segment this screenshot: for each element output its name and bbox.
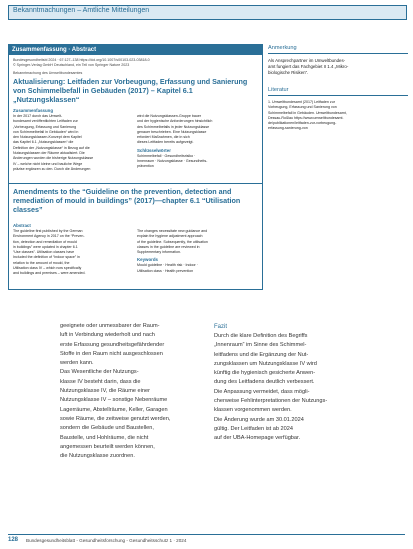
conclusion-text [214,332,354,444]
keyword-line: Schimmelbefall · Gesundheitsrisiko · [137,153,196,158]
sidebar [268,44,408,132]
reference-line: Vorbeugung, Erfassung und Sanierung von [268,105,337,110]
text-line: bundesamt veröffentlichten Leitfaden zur [13,119,78,124]
text-line: The guideline first published by the German [13,229,83,233]
journal-name: Bundesgesundheitsblatt - Gesundheitsforschung - Gesundheitsschutz 1 · 2024 [26,538,187,543]
english-abstract-text [13,229,131,277]
body-line: Durch die klare Definition des Begriffs [214,333,308,339]
text-line: „Vorbeugung, Erfassung und Sanierung [13,124,77,129]
note-line: Als Ansprechpartner im Umweltbundes- [268,58,346,63]
body-line: künftig die hygienisch gesicherte Anwen- [214,370,316,377]
body-line: Lagerräume, Abstellräume, Keller, Garagen [60,406,168,413]
body-line: klassen vorgenommen werden. [214,407,292,414]
body-line: werden kann. [60,360,94,367]
text-line: erfordert Maßnahmen, die in sich [137,135,190,140]
literature-heading: Literatur [268,87,289,93]
section-title: Bekanntmachungen – Amtliche Mitteilungen [13,7,150,14]
text-line: of the guideline. Subsequently, the utilisation [137,239,208,244]
text-line: classes in the guideline are reviewed in [137,244,200,249]
text-line: In der 2017 durch das Umwelt- [13,114,63,118]
reference-line: de/publikationen/leitfaden-zur-vorbeugung- [268,121,337,126]
abstract-box-title: Zusammenfassung · Abstract [9,45,262,55]
text-line: Environment Agency in 2017 on the “Preven- [13,234,85,239]
reference-line: Dessau-Roßlau https://www.umweltbundesamt. [268,115,344,120]
german-abstract-right [137,114,257,170]
text-line: explain the hygiene adjustment approach [137,234,203,239]
body-line: klasse IV besteht darin, dass die [60,378,141,385]
english-title: Amendments to the “Guideline on the prevention, detection and remediation of mould in buildings” (2017)—chapter 6.1 “Utilisation classes” [13,187,241,214]
text-line: Supplementary information. [137,250,181,255]
english-keywords [137,263,257,274]
body-line: Nutzungsklasse IV, die Räume einer [60,388,150,395]
box-divider [9,183,262,184]
note-line: biologische Risiken“. [268,70,309,75]
body-column-left [60,322,200,461]
body-line: sowie Räume, die zeitweise genutzt werden, [60,415,171,422]
text-line: Included the definition of “Indoor space” in [13,255,80,260]
text-line: und der hygienische Anforderungen hinsichtlich [137,119,213,124]
text-line: des Schimmelbefalls in jeder Nutzungsklasse [137,124,210,129]
german-abstract-left [13,108,131,172]
meta-line: Bekanntmachung des Umweltbundesamtes [13,70,83,75]
body-line: cherweise Fehlinterpretationen der Nutzungs- [214,398,328,405]
text-line: The changes necessitate new guidance and [137,229,208,233]
german-keywords-heading: Schlüsselwörter [137,147,171,153]
text-line: dieses Leitfaden bereits aufgezeigt. [137,140,194,145]
text-line: Änderungen wurden die bisherige Nutzungsklasse [13,156,94,161]
text-line: and buildings and premises – were amended. [13,271,86,276]
abstract-box [8,44,263,290]
text-line: “Use classes”. Utilisation classes have [13,250,75,255]
text-line: wird die Nutzungsklassen-Gruppe bauer [137,114,202,118]
body-line: Baustelle, und Hohlräume, die nicht [60,434,149,441]
german-title: Aktualisierung: Leitfaden zur Vorbeugung, Erfassung und Sanierung von Schimmelbefall in Gebäuden (2017) – Kapitel 6.1 „Nutzungsklassen“ [13,77,248,104]
section-header [8,5,407,20]
english-abstract-heading: Abstract [13,223,31,228]
body-line: dung des Leitfadens deutlich verbessert. [214,379,315,386]
reference-line: erfassung-sanierung-von [268,126,308,131]
text-line: in buildings” were updated in chapter 6.1 [13,244,78,249]
reference-line: 1. Umweltbundesamt (2017) Leitfaden zur [268,100,335,104]
body-line: geeignete oder unmessbarer der Raum- [60,323,160,329]
body-line: leitfadens und die Ergänzung der Nut- [214,351,309,358]
body-line: Die Anpassung vermeidet, dass mögli- [214,388,310,395]
keyword-line: Innenraum · Nutzungsklasse · Gesundheits- [137,159,208,164]
body-line: Das Wesentliche der Nutzungs- [60,369,139,376]
german-keywords [137,154,257,170]
body-line: gültig. Der Leitfaden ist ab 2024 [214,425,293,432]
footer [8,534,405,546]
text-line: präzise ergänzen zu den. Durch die Änderungen [13,166,91,171]
body-line: zungsklassen um Nutzungsklasse IV wird [214,360,317,367]
body-column-right [214,322,354,444]
text-line: IV – welche nicht kleine und bauliche Wege [13,161,83,166]
meta-line: Bundesgesundheitsbl 2024 · 67:127–138 https://doi.org/10.1007/s00103-023-03818-0 [13,58,150,62]
article-meta [13,58,258,76]
reference-line: Schimmelbefall in Gebäuden. Umweltbundesamt, [268,110,347,115]
body-line: auf der UBA-Homepage verfügbar. [214,435,301,442]
body-line: Stoffe in den Raum nicht ausgeschlossen [60,350,163,357]
note-line: amt fungiert das Fachgebiet II 1.4 „Mikro- [268,64,349,69]
text-line: das Kapitel 6.1 „Nutzungsklassen“ die [13,140,74,145]
text-line: von Schimmelbefall in Gebäuden“ wird in [13,129,79,134]
keyword-line: Mould guideline · Health risk · Indoor · [137,263,198,268]
meta-line: © Springer-Verlag GmbH Deutschland, ein Teil von Springer Nature 2023 [13,63,130,68]
note-rule [268,53,408,54]
keyword-line: Utilisation class · Health prevention [137,268,194,273]
body-line: luft in Verbindung wiederholt und nach [60,332,155,339]
text-line: den Nutzungsklassen-Konzept dem Kapitel [13,135,82,140]
body-line: Nutzungsklasse IV – sonstige Nebenräume [60,397,168,404]
literature-list [268,100,408,132]
note-text [268,58,408,76]
text-line: tion, detection and remediation of mould [13,239,77,244]
body-line: Die Änderung wurde am 30.01.2024 [214,416,304,423]
english-abstract-right [137,229,257,274]
english-abstract-text-cont [137,229,257,255]
english-keywords-heading: Keywords [137,257,158,263]
page-number: 128 [8,537,19,543]
body-line: erste Erfassung gesundheitsgefährdender [60,341,165,348]
body-line: angemessen beurteilt werden können, [60,443,155,450]
body-line: sondern die Gebäude und Baustellen, [60,425,154,432]
body-line: die Nutzungsklasse zuordnen. [60,453,135,460]
english-abstract-left [13,223,131,277]
keyword-line: prävention [137,164,154,169]
text-line: relation to the amount of mould, the [13,260,70,265]
text-line: Utilisation class IV – which now specifically [13,266,82,271]
text-line: genauer beschrieben. Eine Nutzungsklasse [137,129,207,134]
text-line: Nutzungsklassen der Räume aktualisiert. Die [13,151,85,156]
note-heading: Anmerkung [268,45,297,51]
literature-rule [268,95,408,96]
german-abstract-text [13,114,131,172]
conclusion-heading: Fazit [214,324,228,330]
text-line: Definition der „Nutzungsklasse“ in Bezug auf die [13,145,90,150]
german-abstract-heading: Zusammenfassung [13,108,54,113]
body-line: „Innenraum“ im Sinne des Schimmel- [214,342,307,349]
german-abstract-text-cont [137,114,257,146]
